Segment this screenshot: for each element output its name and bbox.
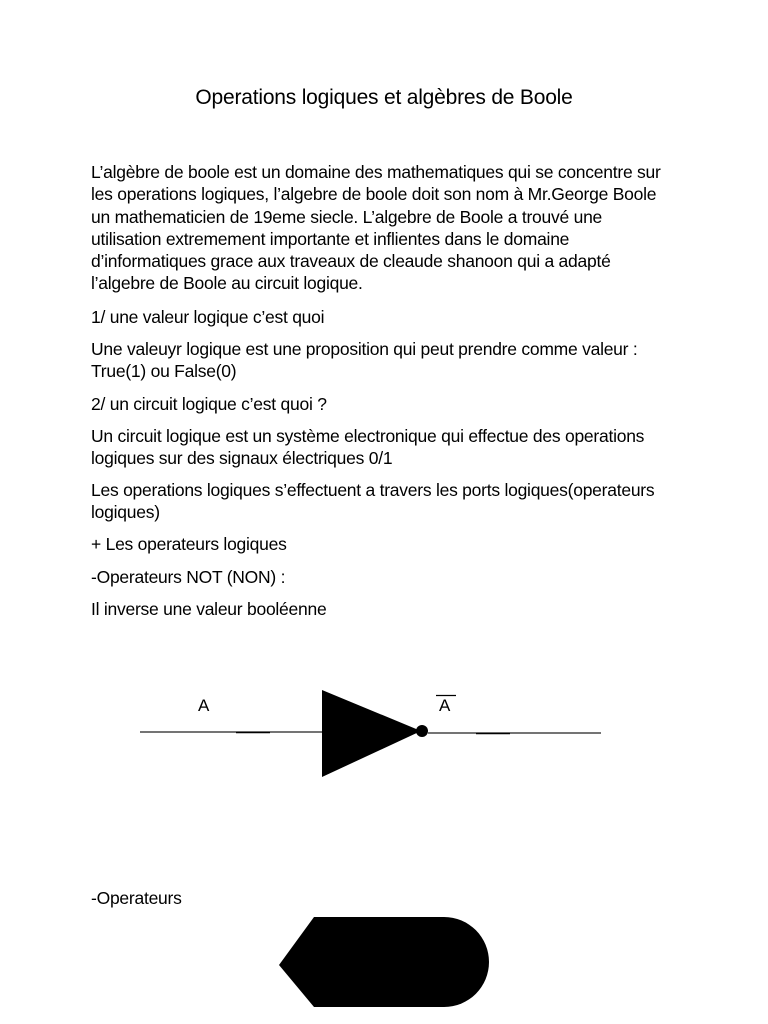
- gate-body-shape: [279, 917, 489, 1007]
- page-title: Operations logiques et algèbres de Boole: [195, 86, 573, 109]
- logic-value-paragraph: Une valeuyr logique est une proposition qui peut prendre comme valeur : True(1) ou False(0): [91, 339, 638, 382]
- next-operator-heading: -Operateurs: [91, 888, 182, 908]
- section-heading-logic-value: 1/ une valeur logique c’est quoi: [91, 307, 325, 327]
- not-operator-heading: -Operateurs NOT (NON) :: [91, 567, 286, 587]
- output-label: A: [439, 696, 451, 715]
- logic-ports-paragraph: Les operations logiques s’effectuent a travers les ports logiques(operateurs logiques): [91, 480, 655, 523]
- section-heading-logic-circuit: 2/ un circuit logique c’est quoi ?: [91, 394, 327, 414]
- intro-paragraph: L’algèbre de boole est un domaine des mathematiques qui se concentre sur les operations logiques, l’algebre de boole doit son nom à Mr.George Boole un mathematicien de 19eme siecle. L’algebre de Boole a trouvé une utilisation extremement importante et inflientes dans le domaine d’informatiques grace aux traveaux de cleaude shanoon qui a adapté l’algebre de Boole au circuit logique.: [91, 162, 661, 294]
- logic-circuit-paragraph: Un circuit logique est un système electronique qui effectue des operations logiques sur des signaux électriques 0/1: [91, 426, 645, 469]
- not-operator-description: Il inverse une valeur booléenne: [91, 599, 327, 619]
- logic-operators-heading: + Les operateurs logiques: [91, 534, 287, 554]
- input-label: A: [198, 696, 210, 715]
